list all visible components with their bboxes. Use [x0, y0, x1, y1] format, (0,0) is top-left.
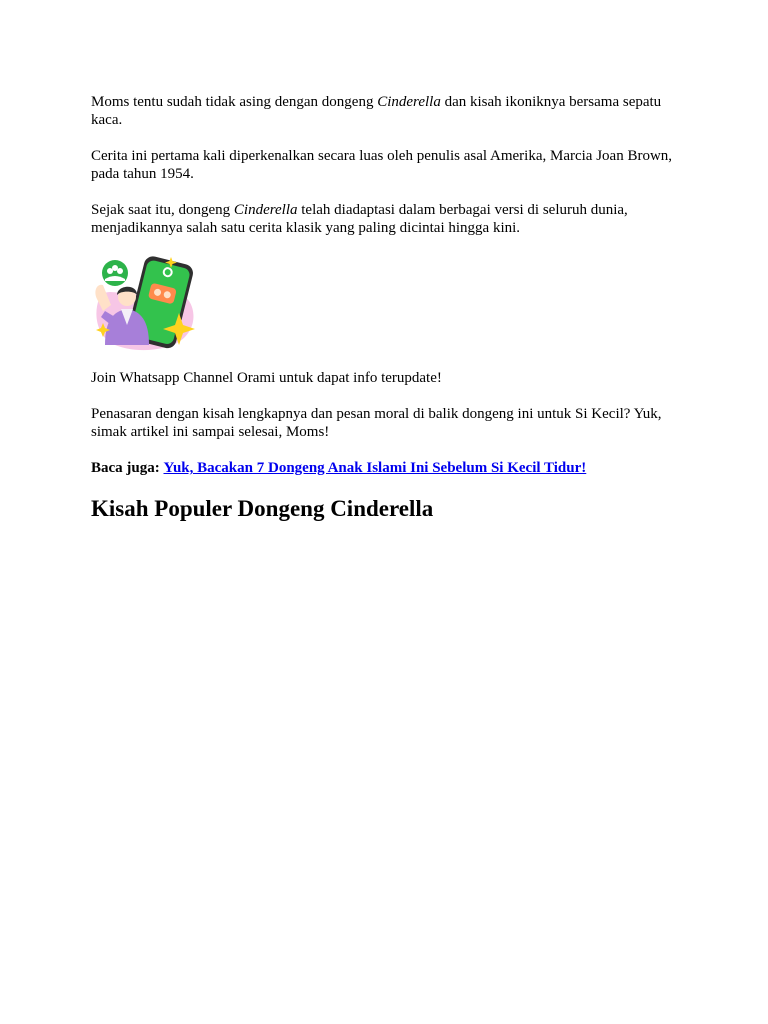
intro-text-after: dan kisah ikoniknya bersama sepatu kaca.: [91, 94, 662, 128]
intro-paragraph: [91, 93, 681, 129]
history-paragraph: Cerita ini pertama kali diperkenalkan secara luas oleh penulis asal Amerika, Marcia Joan Brown, pada tahun 1954.: [91, 148, 673, 182]
read-more-label: Baca juga:: [91, 460, 160, 476]
adaptation-paragraph: [91, 201, 681, 237]
adaptation-text-before: Sejak saat itu, dongeng: [91, 202, 234, 218]
read-more-line: [91, 459, 681, 477]
adaptation-text-after: telah diadaptasi dalam berbagai versi di seluruh dunia, menjadikannya salah satu cerita klasik yang paling dicintai hingga kini.: [91, 202, 628, 236]
story-title-emphasis: Cinderella: [377, 94, 441, 110]
article-body: [91, 93, 681, 523]
whatsapp-channel-illustration-icon[interactable]: [91, 255, 197, 351]
section-heading: Kisah Populer Dongeng Cinderella: [91, 496, 434, 521]
read-more-link[interactable]: Yuk, Bacakan 7 Dongeng Anak Islami Ini Sebelum Si Kecil Tidur!: [163, 460, 587, 476]
invitation-paragraph: Penasaran dengan kisah lengkapnya dan pesan moral di balik dongeng ini untuk Si Kecil? Yuk, simak artikel ini sampai selesai, Moms!: [91, 406, 662, 440]
whatsapp-channel-cta: Join Whatsapp Channel Orami untuk dapat info terupdate!: [91, 370, 442, 386]
intro-text-before: Moms tentu sudah tidak asing dengan dongeng: [91, 94, 378, 110]
story-title-emphasis: Cinderella: [233, 202, 298, 218]
